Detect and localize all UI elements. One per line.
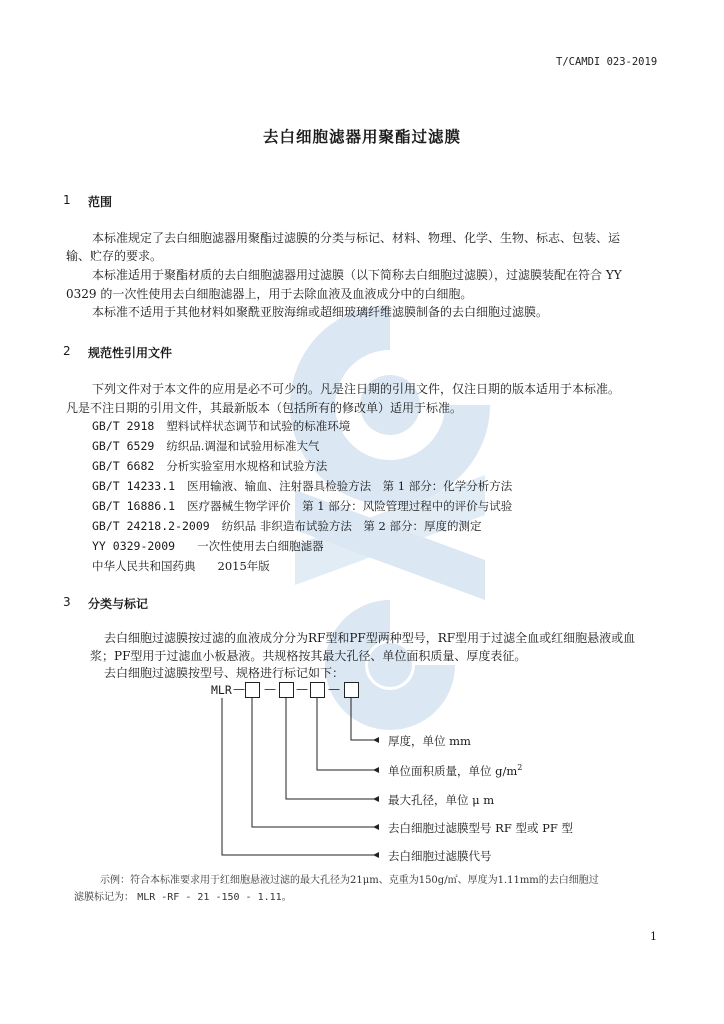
section-1-p2-line2: 0329 的一次性使用去白细胞滤器上，用于去除血液及血液成分中的白细胞。 — [66, 287, 473, 301]
section-1-title: 范围 — [88, 195, 113, 209]
reference-code: GB/T 14233.1 — [92, 479, 176, 493]
section-1-p2-line1: 本标准适用于聚酯材质的去白细胞滤器用过滤膜（以下简称去白细胞过滤膜），过滤膜装配在符合 YY — [92, 268, 622, 282]
section-2-intro-line1: 下列文件对于本文件的应用是必不可少的。凡是注日期的引用文件，仅注日期的版本适用于本标准。 — [92, 382, 621, 396]
reference-code: GB/T 6682 — [92, 459, 155, 473]
section-1-p1-line1: 本标准规定了去白细胞滤器用聚酯过滤膜的分类与标记、材料、物理、化学、生物、标志、包装、运 — [92, 231, 621, 245]
reference-code: YY 0329-2009 — [92, 539, 176, 553]
section-1-p1-line2: 输、贮存的要求。 — [66, 249, 163, 263]
reference-title: 一次性使用去白细胞滤器 — [197, 539, 324, 553]
section-2-intro-line2: 凡是不注日期的引用文件，其最新版本（包括所有的修改单）适用于标准。 — [66, 401, 463, 415]
reference-code: GB/T 24218.2-2009 — [92, 519, 210, 533]
page-number: 1 — [650, 930, 657, 943]
reference-code: GB/T 16886.1 — [92, 499, 176, 513]
example-marking-code: MLR -RF - 21 -150 - 1.11 — [137, 892, 282, 903]
section-3-p1-line1: 去白细胞过滤膜按过滤的血液成分分为RF型和PF型两种型号，RF型用于过滤全血或红细胞悬液或血 — [104, 631, 636, 645]
label-thickness: 厚度，单位 mm — [388, 734, 471, 748]
document-title: 去白细胞滤器用聚酯过滤膜 — [262, 128, 461, 146]
section-3-title: 分类与标记 — [88, 597, 149, 611]
section-2-title: 规范性引用文件 — [88, 346, 173, 360]
reference-code: 中华人民共和国药典 — [92, 559, 196, 573]
reference-title: 医疗器械生物学评价 第 1 部分：风险管理过程中的评价与试验 — [187, 499, 513, 513]
reference-title: 纺织品.调湿和试验用标准大气 — [166, 439, 320, 453]
reference-code: GB/T 2918 — [92, 419, 155, 433]
diagram-prefix: MLR — [211, 683, 232, 697]
diagram-dash: — — [264, 682, 276, 696]
diagram-dash: — — [233, 682, 245, 696]
section-1-number: 1 — [63, 193, 71, 207]
label-filter-type: 去白细胞过滤膜型号 RF 型或 PF 型 — [388, 821, 573, 835]
label-area-mass: 单位面积质量，单位 $g/m^2$ — [388, 763, 523, 778]
reference-title: 2015年版 — [217, 559, 270, 573]
example-line1: 示例：符合本标准要求用于红细胞悬液过滤的最大孔径为21μm、克重为150g/㎡、厚度为1.11mm的去白细胞过 — [100, 875, 599, 886]
diagram-dash: — — [296, 682, 308, 696]
reference-code: GB/T 6529 — [92, 439, 155, 453]
section-1-p3: 本标准不适用于其他材料如聚酰亚胺海绵或超细玻璃纤维滤膜制备的去白细胞过滤膜。 — [92, 305, 549, 319]
section-2-number: 2 — [63, 344, 71, 358]
reference-title: 分析实验室用水规格和试验方法 — [166, 459, 328, 473]
example-line2: 滤膜标记为： MLR -RF - 21 -150 - 1.11。 — [74, 892, 292, 903]
diagram-dash: — — [328, 682, 340, 696]
standard-code: T/CAMDI 023-2019 — [556, 56, 658, 68]
section-3-p2: 去白细胞过滤膜按型号、规格进行标记如下： — [104, 666, 345, 680]
section-3-number: 3 — [63, 595, 71, 609]
section-3-p1-line2: 浆；PF型用于过滤血小板悬液。共规格按其最大孔径、单位面积质量、厚度表征。 — [90, 649, 527, 663]
reference-title: 纺织品 非织造布试验方法 第 2 部分：厚度的测定 — [221, 519, 482, 533]
label-max-pore: 最大孔径，单位 μ m — [388, 793, 495, 807]
reference-title: 塑料试样状态调节和试验的标准环境 — [166, 419, 351, 433]
reference-title: 医用输液、输血、注射器具检验方法 第 1 部分：化学分析方法 — [187, 479, 513, 493]
label-filter-code: 去白细胞过滤膜代号 — [388, 849, 492, 863]
